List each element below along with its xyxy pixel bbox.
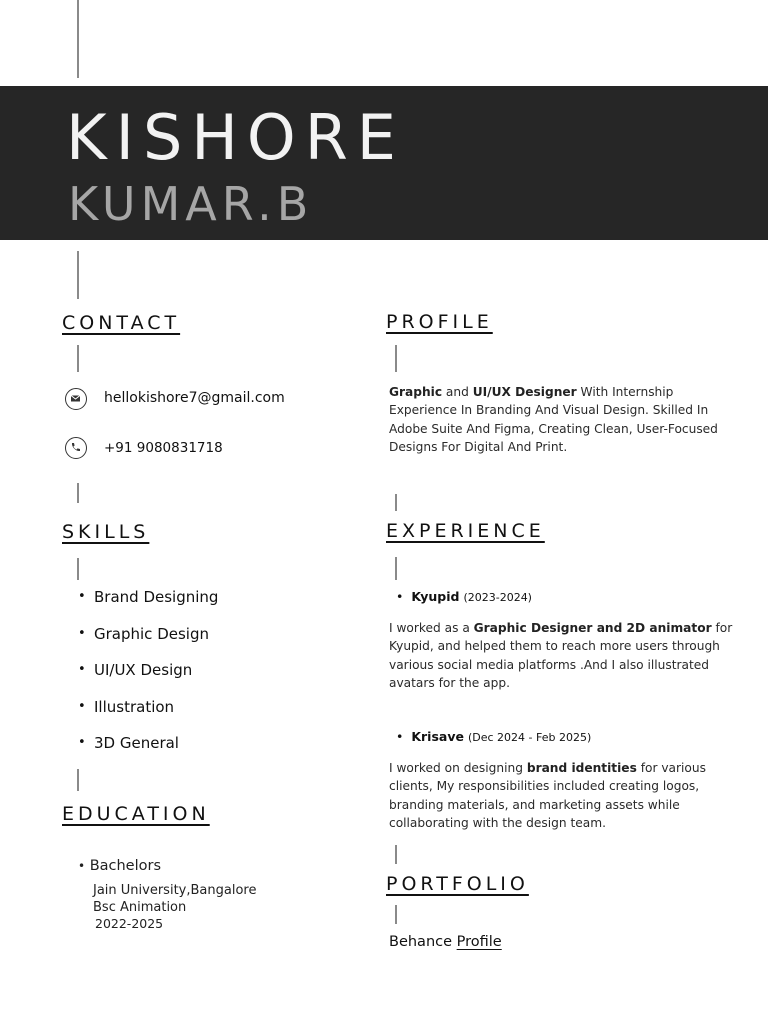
divider-contact-bottom [77, 483, 79, 503]
list-item: • Brand Designing [78, 588, 219, 606]
divider-experience-bottom [395, 845, 397, 864]
mail-icon [65, 388, 87, 410]
divider-skills-bottom [77, 769, 79, 791]
divider-after-banner [77, 251, 79, 299]
skills-list [78, 586, 218, 769]
list-item: • Illustration [78, 697, 175, 716]
education-degree: • Bachelors [78, 858, 162, 874]
education-years: 2022-2025 [95, 916, 164, 931]
divider-portfolio [395, 905, 397, 924]
experience-heading: EXPERIENCE [386, 520, 545, 542]
list-item: • 3D General [78, 734, 179, 752]
portfolio-line: Behance Profile [389, 934, 502, 950]
skills-heading: SKILLS [62, 521, 150, 543]
divider-profile [395, 345, 397, 372]
last-name: KUMAR.B [68, 177, 314, 231]
job-title-krisave: • Krisave (Dec 2024 - Feb 2025) [396, 729, 592, 744]
email-link[interactable]: hellokishore7@gmail.com [104, 390, 285, 406]
education-institution: Jain University,Bangalore [93, 883, 257, 898]
profile-text: Graphic and UI/UX Designer With Internship Experience In Branding And Visual Design. Skilled In Adobe Suite And Figma, Creating Clean, User-Focused Designs For Digital And Print. [389, 385, 718, 454]
first-name: KISHORE [66, 101, 405, 174]
list-item: • UI/UX Design [78, 661, 193, 679]
portfolio-heading: PORTFOLIO [386, 873, 529, 895]
job-description-kyupid: I worked as a Graphic Designer and 2D animator for Kyupid, and helped them to reach more users through various social media platforms .And I also illustrated avatars for the app. [389, 621, 733, 690]
education-heading: EDUCATION [62, 803, 210, 825]
profile-heading: PROFILE [386, 311, 493, 333]
divider-experience [395, 557, 397, 580]
job-description-krisave: I worked on designing brand identities for various clients, My responsibilities included creating logos, branding materials, and marketing assets while collaborating with the design team. [389, 761, 706, 830]
divider-profile-bottom [395, 494, 397, 511]
divider-skills [77, 558, 79, 580]
job-title-kyupid: • Kyupid (2023-2024) [396, 589, 532, 604]
divider-top [77, 0, 79, 78]
list-item: • Graphic Design [78, 624, 209, 643]
phone-icon [65, 437, 87, 459]
behance-profile-link[interactable]: Profile [456, 934, 502, 950]
contact-heading: CONTACT [62, 312, 181, 334]
education-course: Bsc Animation [93, 900, 187, 915]
phone-link[interactable]: +91 9080831718 [104, 440, 223, 456]
divider-contact [77, 345, 79, 372]
